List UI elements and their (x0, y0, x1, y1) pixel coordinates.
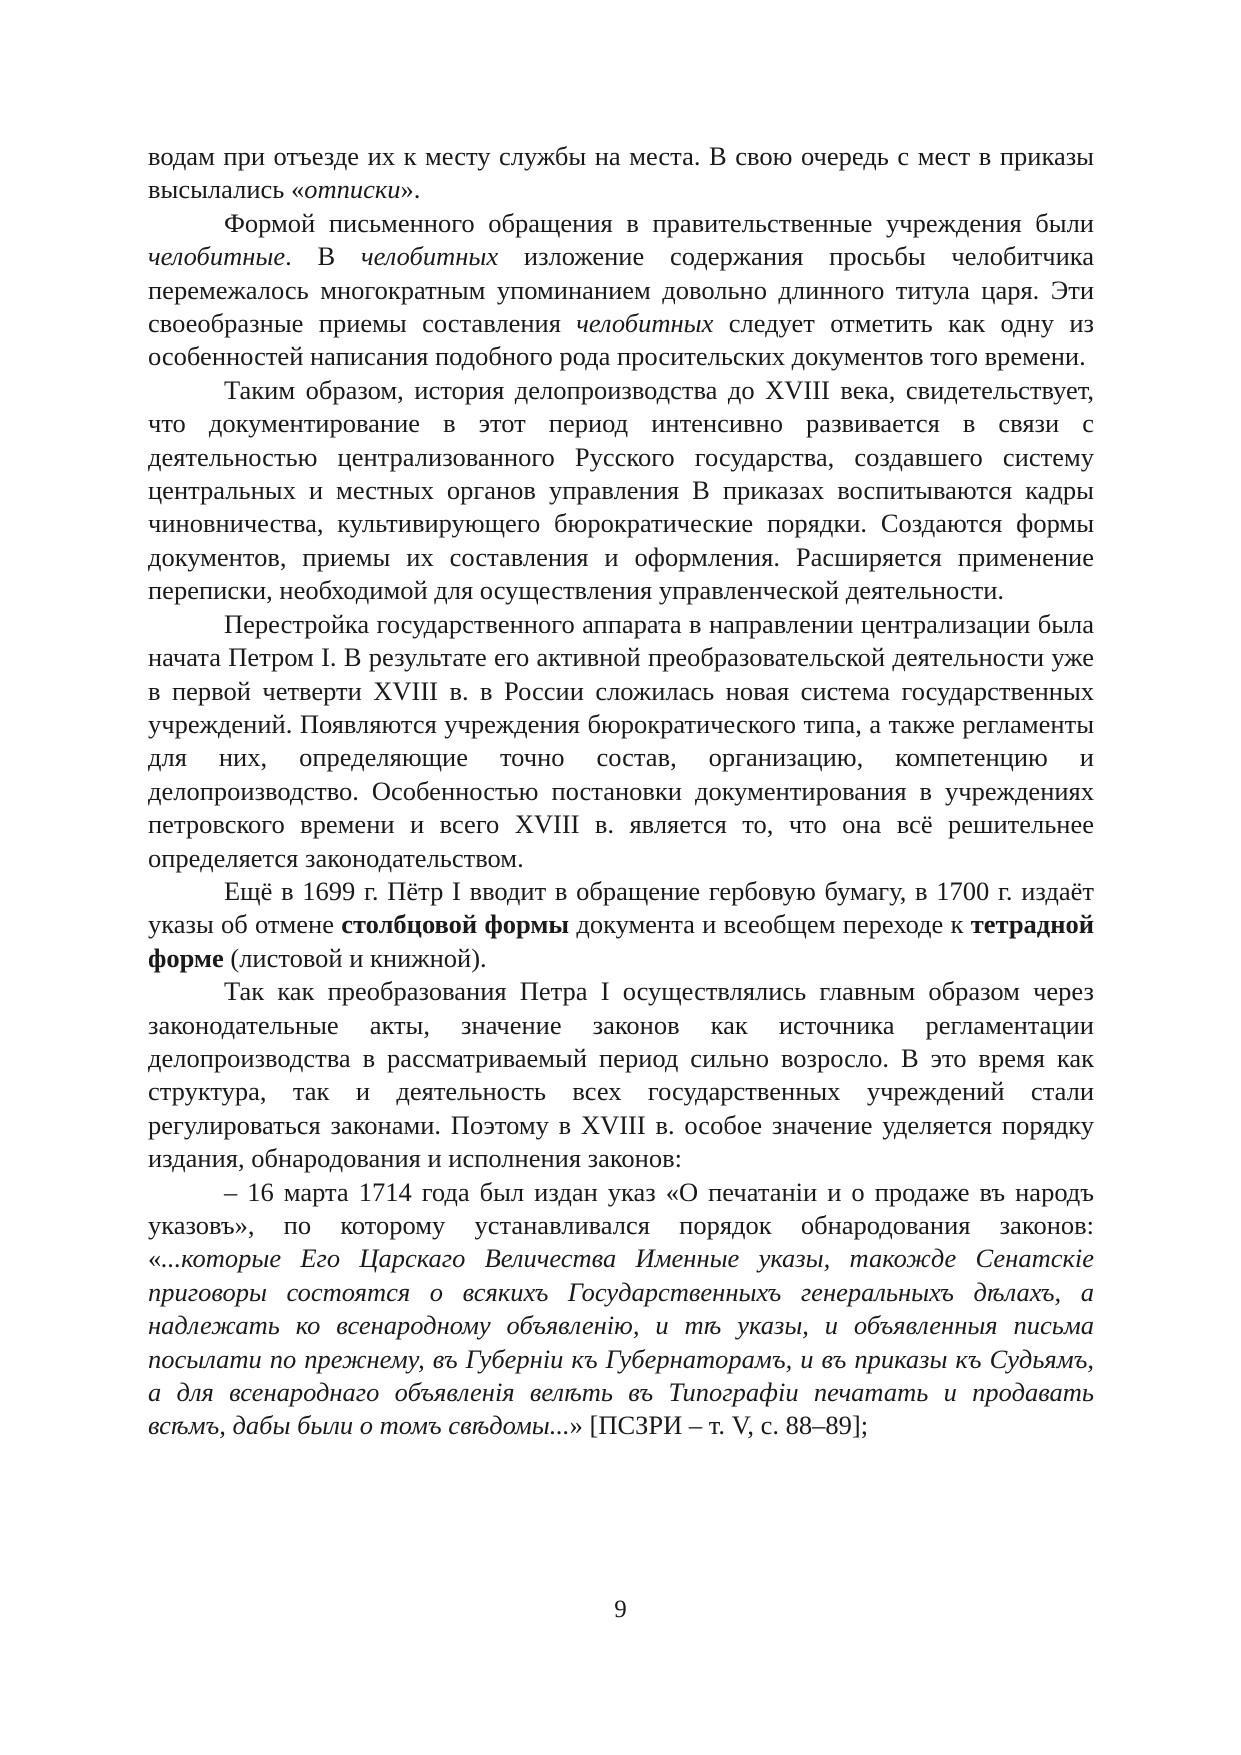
paragraph: Таким образом, история делопроизводства до XVIII века, свидетельствует, что документирование в этот период интенсивно развивается в связи с деятельностью централизованного Русского государства, создавшего систему центральных и местных органов управления В приказах воспитываются кадры чиновничества, культивирующего бюрократические порядки. Создаются формы документов, приемы их составления и оформления. Расширяется применение переписки, необходимой для осуществления управленческой деятельности. (148, 374, 1094, 606)
paragraph: Перестройка государственного аппарата в направлении централизации была начата Петром I. В результате его активной преобразовательской деятельности уже в первой четверти XVIII в. в России сложилась новая система государственных учреждений. Появляются учреждения бюрократического типа, а также регламенты для них, определяющие точно состав, организацию, компетенцию и делопроизводство. Особенностью постановки документирования в учреждениях петровского времени и всего XVIII в. является то, что она всё решительнее определяется законодательством. (148, 608, 1094, 873)
paragraph: водам при отъезде их к месту службы на места. В свою очередь с мест в приказы высылались «отписки». (148, 141, 1094, 205)
paragraph: Ещё в 1699 г. Пётр I вводит в обращение гербовую бумагу, в 1700 г. издаёт указы об отмене столбцовой формы документа и всеобщем переходе к тетрадной форме (листовой и книжной). (148, 875, 1095, 973)
document-body (148, 140, 1094, 1443)
page-number: 9 (614, 1596, 627, 1623)
paragraph: Так как преобразования Петра I осуществлялись главным образом через законодательные акты, значение законов как источника регламентации делопроизводства в рассматриваемый период сильно возросло. В это время как структура, так и деятельность всех государственных учреждений стали регулироваться законами. Поэтому в XVIII в. особое значение уделяется порядку издания, обнародования и исполнения законов: (148, 976, 1094, 1174)
paragraph: Формой письменного обращения в правительственные учреждения были челобитные. В челобитных изложение содержания просьбы челобитчика перемежалось многократным упоминанием довольно длинного титула царя. Эти своеобразные приемы составления челобитных следует отметить как одну из особенностей написания подобного рода просительских документов того времени. (148, 207, 1094, 372)
list-item: – 16 марта 1714 года был издан указ «О печатаніи и о продаже въ народъ указовъ», по которому устанавливался порядок обнародования законов: «...которые Его Царскаго Величества Именные указы, такожде Сенатскіе приговоры состоятся о всякихъ Государственныхъ генеральныхъ дѣлахъ, а надлежать ко всенародному объявленію, и тѣ указы, и объявленныя письма посылати по прежнему, въ Губерніи къ Губернаторамъ, и въ приказы къ Судьямъ, а для всенароднаго объявленія велѣть въ Типографіи печатать и продавать всѣмъ, дабы были о томъ свѣдомы...» [ПСЗРИ – т. V, с. 88–89]; (148, 1176, 1094, 1441)
